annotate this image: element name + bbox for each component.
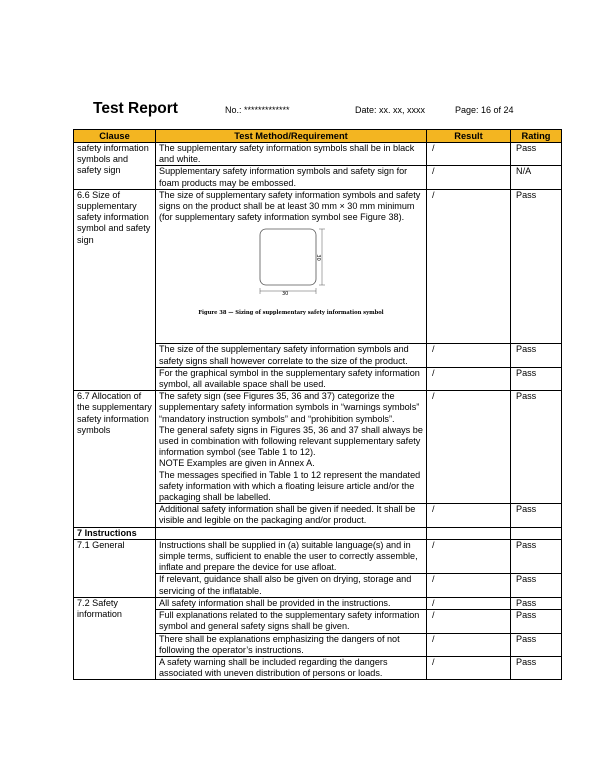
requirement-cell: All safety information shall be provided in the instructions. — [156, 597, 427, 609]
result-cell: / — [427, 610, 511, 633]
requirement-cell: The size of the supplementary safety information symbols and safety signs shall however correlate to the size of the product. — [156, 344, 427, 367]
result-cell: / — [427, 504, 511, 527]
requirement-cell: A safety warning shall be included regarding the dangers associated with uneven distribution of persons or loads. — [156, 656, 427, 679]
requirement-cell: There shall be explanations emphasizing the dangers of not following the operator’s instructions. — [156, 633, 427, 656]
col-header-clause: Clause — [74, 130, 156, 143]
dim-vertical-label: 30 — [314, 254, 321, 262]
requirement-cell: If relevant, guidance shall also be given on drying, storage and servicing of the inflatable. — [156, 574, 427, 597]
col-header-requirement: Test Method/Requirement — [156, 130, 427, 143]
dim-horizontal-label: 30 — [282, 291, 289, 298]
table-row — [74, 391, 562, 504]
requirement-cell: Full explanations related to the supplementary safety information symbol and general safety signs shall be given. — [156, 610, 427, 633]
table-row — [74, 539, 562, 574]
requirement-cell — [156, 189, 427, 344]
rating-cell: Pass — [511, 597, 562, 609]
requirement-cell: For the graphical symbol in the supplementary safety information symbol, all available space shall be used. — [156, 367, 427, 390]
result-cell: / — [427, 391, 511, 504]
rating-cell: Pass — [511, 574, 562, 597]
figure-38 — [159, 223, 423, 343]
clause-cell: 6.7 Allocation of the supplementary safety information symbols — [74, 391, 156, 527]
requirement-cell: The supplementary safety information symbols shall be in black and white. — [156, 143, 427, 166]
rating-cell: Pass — [511, 143, 562, 166]
requirement-cell: Instructions shall be supplied in (a) suitable language(s) and in simple terms, sufficient to enable the user to correctly assemble, inflate and prepare the device for use afloat. — [156, 539, 427, 574]
rating-cell: Pass — [511, 344, 562, 367]
figure-caption: Figure 38 — Sizing of supplementary safety information symbol — [198, 310, 384, 317]
requirement-cell: Supplementary safety information symbols and safety sign for foam products may be embossed. — [156, 166, 427, 189]
rating-cell: Pass — [511, 539, 562, 574]
col-header-result: Result — [427, 130, 511, 143]
clause-cell: safety information symbols and safety sign — [74, 143, 156, 190]
result-cell: / — [427, 633, 511, 656]
page-number: Page: 16 of 24 — [455, 105, 514, 115]
section-heading: 7 Instructions — [74, 527, 156, 539]
rating-cell: Pass — [511, 656, 562, 679]
table-row — [74, 189, 562, 344]
rating-cell: N/A — [511, 166, 562, 189]
rating-cell: Pass — [511, 189, 562, 344]
requirement-paragraph: The general safety signs in Figures 35, 36 and 37 shall always be used in combination with following relevant supplementary safety information symbol (see Table 1 to 12). — [159, 424, 423, 458]
requirement-paragraph: The safety sign (see Figures 35, 36 and 37) categorize the supplementary safety information symbols in “warnings symbols” “mandatory instruction symbols” and “prohibition symbols”. — [159, 391, 420, 424]
report-number: No.: ************* — [225, 105, 290, 115]
result-cell: / — [427, 597, 511, 609]
requirement-text: The size of supplementary safety information symbols and safety signs on the product shall be at least 30 mm × 30 mm minimum (for supplementary safety information symbol see Figure 38). — [159, 189, 421, 223]
result-cell: / — [427, 143, 511, 166]
result-cell: / — [427, 166, 511, 189]
test-table — [73, 129, 562, 680]
result-cell: / — [427, 656, 511, 679]
result-cell: / — [427, 539, 511, 574]
clause-cell: 7.1 General — [74, 539, 156, 597]
report-header — [0, 100, 600, 122]
clause-cell: 6.6 Size of supplementary safety information symbol and safety sign — [74, 189, 156, 390]
rating-cell: Pass — [511, 367, 562, 390]
result-cell: / — [427, 344, 511, 367]
report-date: Date: xx. xx, xxxx — [355, 105, 426, 115]
col-header-rating: Rating — [511, 130, 562, 143]
sizing-diagram — [159, 223, 424, 335]
requirement-paragraph: The messages specified in Table 1 to 12 represent the mandated safety information with which a floating leisure article and/or the packaging shall be labelled. — [159, 469, 421, 503]
rating-cell: Pass — [511, 633, 562, 656]
report-title: Test Report — [93, 100, 178, 117]
section-row — [74, 527, 562, 539]
table-row — [74, 143, 562, 166]
result-cell: / — [427, 367, 511, 390]
note-paragraph: NOTE Examples are given in Annex A. — [159, 458, 315, 469]
table-row — [74, 597, 562, 609]
result-cell: / — [427, 574, 511, 597]
result-cell: / — [427, 189, 511, 344]
rating-cell: Pass — [511, 391, 562, 504]
clause-cell: 7.2 Safety information — [74, 597, 156, 679]
table-header-row — [74, 130, 562, 143]
rating-cell: Pass — [511, 504, 562, 527]
rating-cell: Pass — [511, 610, 562, 633]
requirement-cell — [156, 391, 427, 504]
requirement-cell: Additional safety information shall be given if needed. It shall be visible and legible on the packaging and/or product. — [156, 504, 427, 527]
